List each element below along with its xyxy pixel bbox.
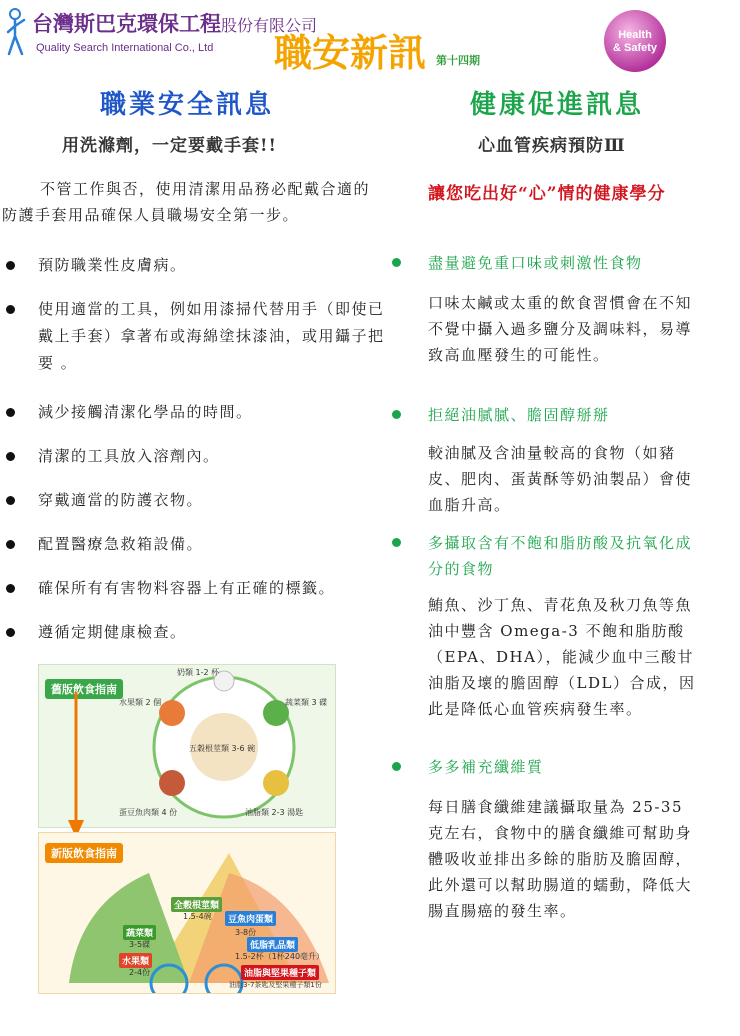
new-guide-label: 豆魚肉蛋類 [225,911,276,926]
newsletter-title: 職安新訊 [274,31,427,75]
safety-bullet: 使用適當的工具，例如用漆掃代替用手（即使已戴上手套）拿著布或海綿塗抹漆油，或用鑷子把要 。 [6,296,386,377]
badge-line-1: Health [618,29,652,41]
old-guide-label: 水果類 2 個 [119,698,162,707]
safety-bullet: 遵循定期健康檢查。 [6,619,386,646]
new-food-guide-image [38,832,336,994]
health-promotion-subtitle: 心血管疾病預防Ⅲ [478,136,626,156]
safety-bullet: 配置醫療急救箱設備。 [6,531,386,558]
health-item-heading: 多多補充纖維質 [428,758,544,776]
health-safety-badge-icon [602,8,668,74]
health-item-heading: 盡量避免重口味或刺激性食物 [428,254,643,272]
safety-bullet: 清潔的工具放入溶劑內。 [6,443,386,470]
safety-bullet: 穿戴適當的防護衣物。 [6,487,386,514]
old-guide-label: 蔬菜類 3 碟 [285,698,328,707]
health-item-body: 每日膳食纖維建議攝取量為 25-35 克左右，食物中的膳食纖維可幫助身體吸收並排出多餘的脂肪及膽固醇，此外還可以幫助腸道的蠕動，降低大腸直腸癌的發生率。 [428,798,693,920]
green-bullet-icon [392,410,401,419]
new-guide-label: 油脂與堅果種子類 [241,965,319,980]
health-item-body: 口味太鹹或太重的飲食習慣會在不知不覺中攝入過多鹽分及調味料，易導致高血壓發生的可能性。 [428,294,693,364]
company-name-en: Quality Search International Co., Ltd [36,42,214,54]
old-guide-label: 奶類 1-2 杯 [177,668,220,677]
new-guide-label: 油脂3-7茶匙及堅果種子類1份 [229,981,322,989]
new-guide-label: 全穀根莖類 [171,897,222,912]
safety-intro-paragraph: 不管工作與否，使用清潔用品務必配戴合適的防護手套用品確保人員職場安全第一步。 [2,180,371,224]
new-guide-label: 低脂乳品類 [247,937,298,952]
company-name-zh: 台灣斯巴克環保工程股份有限公司 [32,12,318,36]
old-guide-label: 蛋豆魚肉類 4 份 [119,808,178,817]
old-guide-label: 五穀根莖類 3-6 碗 [189,744,256,753]
health-item-heading: 多攝取含有不飽和脂肪酸及抗氧化成分的食物 [428,534,693,578]
safety-bullet: 確保所有有害物料容器上有正確的標籤。 [6,575,386,602]
new-guide-label: 水果類 [119,953,152,968]
health-item-heading: 拒絕油膩膩、膽固醇掰掰 [428,406,610,424]
green-bullet-icon [392,538,401,547]
old-guide-tag: 舊版飲食指南 [45,679,123,699]
health-item-body: 較油膩及含油量較高的食物（如豬皮、肥肉、蛋黃酥等奶油製品）會使血脂升高。 [428,444,693,514]
down-arrow-icon [66,692,86,842]
company-name-suffix: 股份有限公司 [221,16,318,35]
health-item-body: 鮪魚、沙丁魚、青花魚及秋刀魚等魚油中豐含 Omega-3 不飽和脂肪酸（EPA、DHA），能減少血中三酸甘油脂及壞的膽固醇（LDL）合成，因此是降低心血管疾病發生率。 [428,596,696,718]
new-guide-label: 1.5-2杯（1杯240毫升） [235,952,325,961]
new-guide-label: 3-5碟 [129,940,151,949]
new-guide-tag: 新版飲食指南 [45,843,123,863]
old-guide-label: 油脂類 2-3 湯匙 [245,808,304,817]
green-bullet-icon [392,258,401,267]
safety-bullet-list [6,252,386,663]
health-tagline: 讓您吃出好“心”情的健康學分 [428,184,666,204]
new-guide-label: 蔬菜類 [123,925,156,940]
issue-number: 第十四期 [436,54,480,67]
new-guide-label: 2-4份 [129,968,151,977]
safety-bullet: 預防職業性皮膚病。 [6,252,386,279]
badge-line-2: & Safety [612,42,658,54]
safety-bullet: 減少接觸清潔化學品的時間。 [6,399,386,426]
health-promotion-title: 健康促進訊息 [470,90,645,120]
new-guide-label: 3-8份 [235,928,257,937]
occupational-safety-title: 職業安全訊息 [100,90,275,120]
company-logo-icon [6,6,30,58]
new-guide-label: 1.5-4碗 [183,912,212,921]
occupational-safety-subtitle: 用洗滌劑，一定要戴手套!! [62,136,277,156]
green-bullet-icon [392,762,401,771]
